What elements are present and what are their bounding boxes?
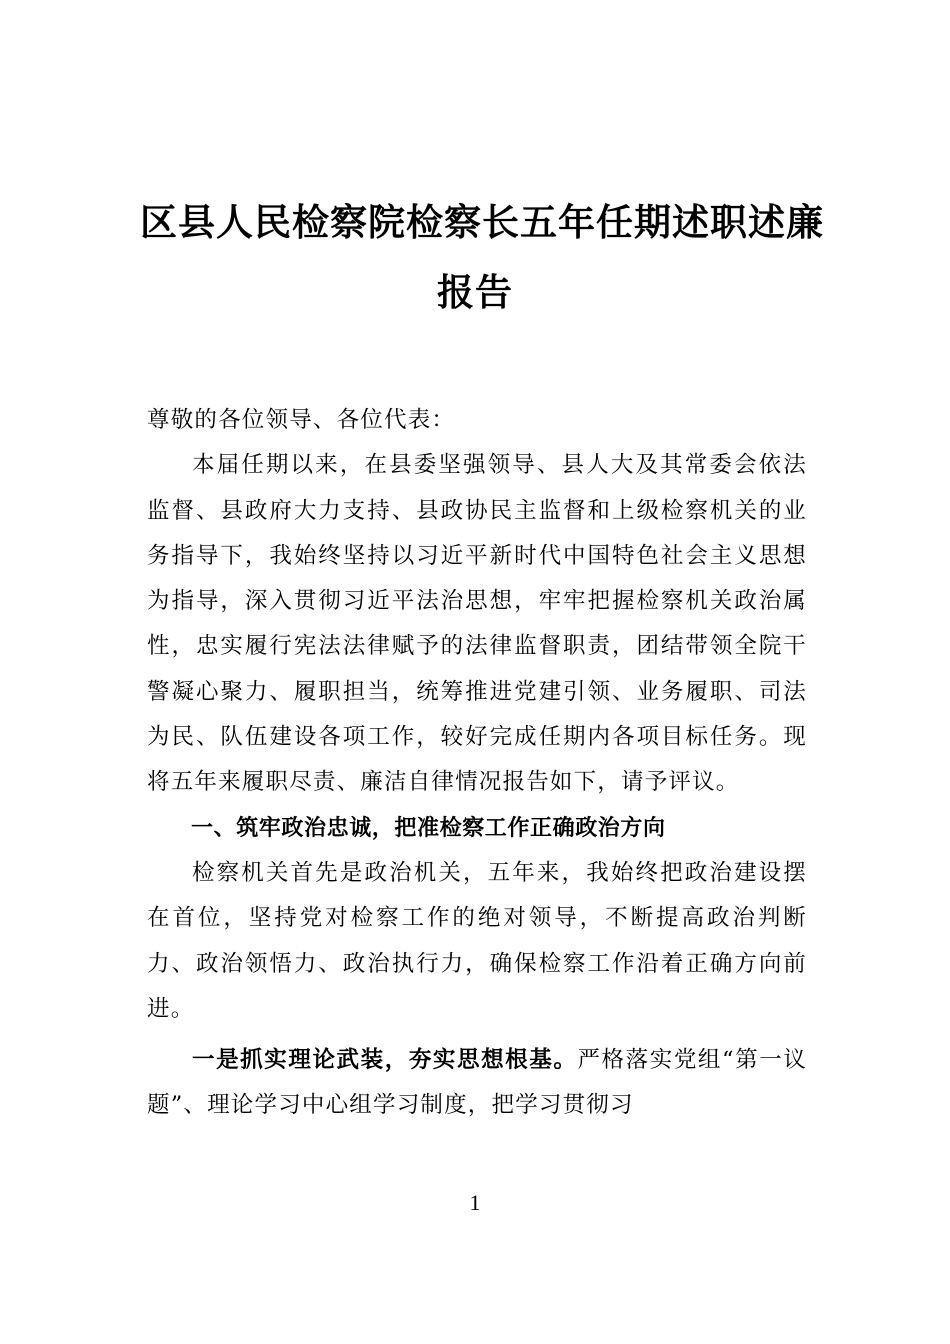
section-1-heading: 一、筑牢政治忠诚，把准检察工作正确政治方向 (191, 815, 666, 841)
document-body (147, 398, 807, 1129)
point-1-paragraph (147, 1038, 807, 1129)
salutation: 尊敬的各位领导、各位代表： (147, 407, 456, 433)
document-title-line-2: 报告 (437, 270, 513, 314)
point-1-lead: 一是抓实理论武装，夯实思想根基。 (192, 1047, 578, 1074)
document-title-line-1: 区县人民检察院检察长五年任期述职述廉 (140, 200, 824, 244)
point-1-text: 严格落实党组“第一议题”、理论学习中心组学习制度，把学习贯彻习 (147, 1047, 807, 1119)
intro-paragraph: 本届任期以来，在县委坚强领导、县人大及其常委会依法监督、县政府大力支持、县政协民主监督和上级检察机关的业务指导下，我始终坚持以习近平新时代中国特色社会主义思想为指导，深入贯彻习近平法治思想，牢牢把握检察机关政治属性，忠实履行宪法法律赋予的法律监督职责，团结带领全院干警凝心聚力、履职担当，统筹推进党建引领、业务履职、司法为民、队伍建设各项工作，较好完成任期内各项目标任务。现将五年来履职尽责、廉洁自律情况报告如下，请予评议。 (147, 452, 807, 796)
page-number: 1 (469, 1190, 481, 1215)
section-1-paragraph: 检察机关首先是政治机关，五年来，我始终把政治建设摆在首位，坚持党对检察工作的绝对领导，不断提高政治判断力、政治领悟力、政治执行力，确保检察工作沿着正确方向前进。 (147, 859, 807, 1022)
